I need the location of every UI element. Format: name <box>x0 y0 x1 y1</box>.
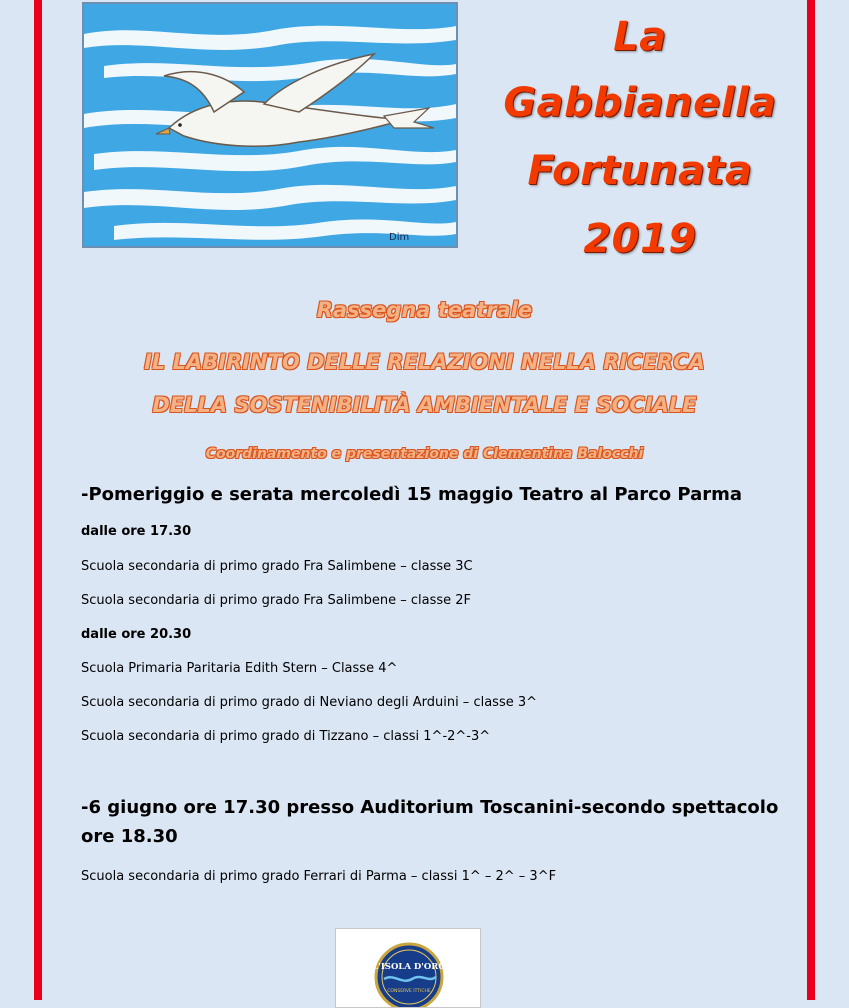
left-red-border <box>34 0 42 1000</box>
school-item: Scuola secondaria di primo grado Fra Salimbene – classe 3C <box>81 559 473 574</box>
title-line-3: Fortunata <box>527 148 753 194</box>
school-item: Scuola secondaria di primo grado Ferrari di Parma – classi 1^ – 2^ – 3^F <box>81 869 557 884</box>
seagull-painting <box>82 2 458 248</box>
event-1-heading: -Pomeriggio e serata mercoledì 15 maggio Teatro al Parco Parma <box>81 484 743 505</box>
sponsor-logo <box>335 928 481 1008</box>
school-item: Scuola Primaria Paritaria Edith Stern – Classe 4^ <box>81 661 398 676</box>
subtitle: Rassegna teatrale <box>316 298 533 322</box>
title-line-2: Gabbianella <box>503 80 777 126</box>
event-2-heading: -6 giugno ore 17.30 presso Auditorium Toscanini-secondo spettacolo ore 18.30 <box>81 797 779 847</box>
painting-signature: Dim <box>389 232 410 243</box>
school-item: Scuola secondaria di primo grado di Tizzano – classi 1^-2^-3^ <box>81 729 491 744</box>
event-1-time-2: dalle ore 20.30 <box>81 627 192 642</box>
school-item: Scuola secondaria di primo grado di Neviano degli Arduini – classe 3^ <box>81 695 538 710</box>
title-line-4: 2019 <box>583 216 697 262</box>
title-line-1: La <box>613 14 667 60</box>
event-1-time-1: dalle ore 17.30 <box>81 524 192 539</box>
theme-line-1: IL LABIRINTO DELLE RELAZIONI NELLA RICERCA <box>144 350 705 374</box>
school-item: Scuola secondaria di primo grado Fra Salimbene – classe 2F <box>81 593 472 608</box>
logo-tagline: CONSERVE ITTICHE <box>387 989 431 994</box>
theme-line-2: DELLA SOSTENIBILITÀ AMBIENTALE E SOCIALE <box>152 393 697 417</box>
logo-name: L'ISOLA D'ORO <box>372 962 446 972</box>
coordination-credit: Coordinamento e presentazione di Clementina Balocchi <box>205 446 644 462</box>
